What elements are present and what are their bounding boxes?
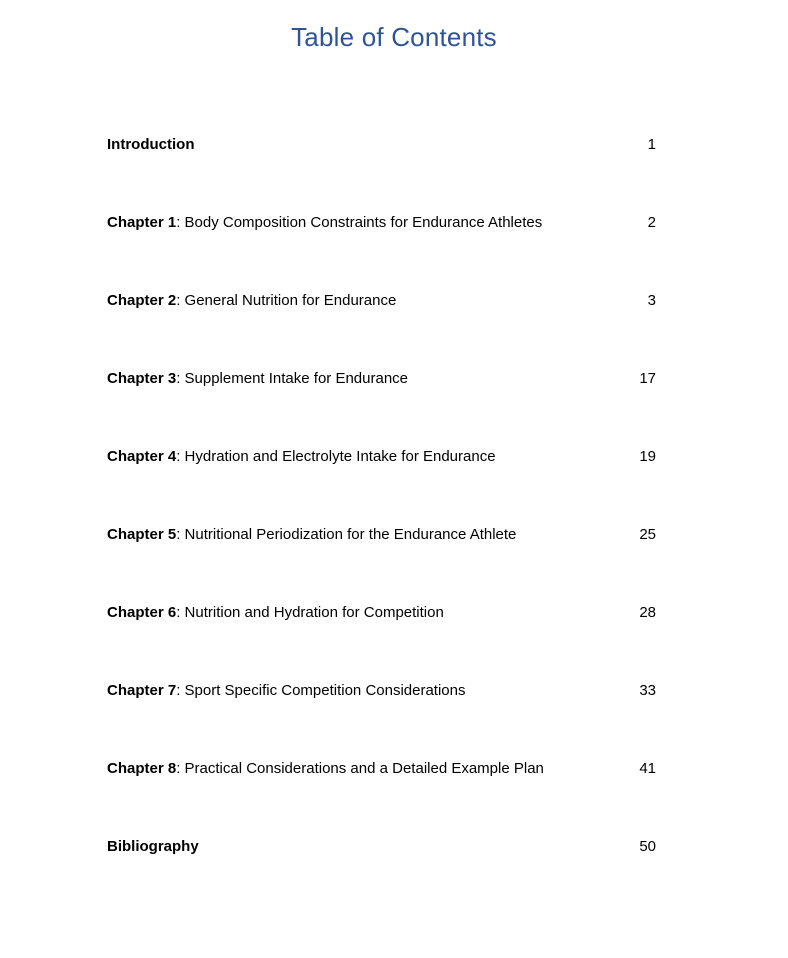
toc-entry-page-number: 19 [639,448,656,465]
toc-entry[interactable] [107,213,656,232]
toc-entry-label [107,837,626,856]
toc-entry-rest: : Nutritional Periodization for the Endurance Athlete [176,526,517,543]
toc-entry-rest: : Nutrition and Hydration for Competition [176,604,444,621]
toc-entry[interactable] [107,681,656,700]
toc-entry-label [107,759,626,778]
toc-entry-lead: Chapter 4 [107,448,177,465]
toc-entry-page-number: 1 [647,136,656,153]
toc-entry-page-number: 25 [639,526,656,543]
toc-entry[interactable] [107,525,656,544]
toc-entry-page-number: 33 [639,682,656,699]
toc-entry-lead: Bibliography [107,838,199,855]
toc-entry[interactable] [107,837,656,856]
toc-entry-label [107,213,626,232]
toc-entry[interactable] [107,603,656,622]
toc-entry-rest: : Body Composition Constraints for Endurance Athletes [176,214,543,231]
toc-entry-label [107,447,626,466]
toc-entry-page-number: 17 [639,370,656,387]
toc-entry-lead: Chapter 1 [107,214,177,231]
toc-entry-rest: : Sport Specific Competition Considerations [176,682,466,699]
toc-entry-lead: Chapter 7 [107,682,177,699]
toc-entry-label [107,603,626,622]
toc-entry-page-number: 2 [647,214,656,231]
toc-entry[interactable] [107,135,656,154]
toc-entry-label [107,525,626,544]
toc-entry[interactable] [107,369,656,388]
toc-entry[interactable] [107,291,656,310]
toc-entry-rest: : Supplement Intake for Endurance [176,370,408,387]
table-of-contents [107,135,656,856]
toc-entry-label [107,369,626,388]
toc-entry-page-number: 41 [639,760,656,777]
toc-entry-page-number: 3 [647,292,656,309]
toc-entry-rest: : Hydration and Electrolyte Intake for Endurance [176,448,496,465]
toc-entry-label [107,681,626,700]
toc-entry-page-number: 50 [639,838,656,855]
toc-entry-rest: : General Nutrition for Endurance [176,292,397,309]
toc-entry-lead: Chapter 5 [107,526,177,543]
toc-entry-label [107,135,626,154]
page-title: Table of Contents [291,22,497,52]
toc-entry-lead: Introduction [107,136,195,153]
toc-entry-label [107,291,626,310]
toc-entry[interactable] [107,447,656,466]
toc-entry-lead: Chapter 8 [107,760,177,777]
toc-entry[interactable] [107,759,656,778]
toc-entry-lead: Chapter 6 [107,604,177,621]
toc-entry-rest: : Practical Considerations and a Detailed Example Plan [176,760,544,777]
toc-entry-lead: Chapter 3 [107,370,177,387]
toc-entry-page-number: 28 [639,604,656,621]
toc-entry-lead: Chapter 2 [107,292,177,309]
